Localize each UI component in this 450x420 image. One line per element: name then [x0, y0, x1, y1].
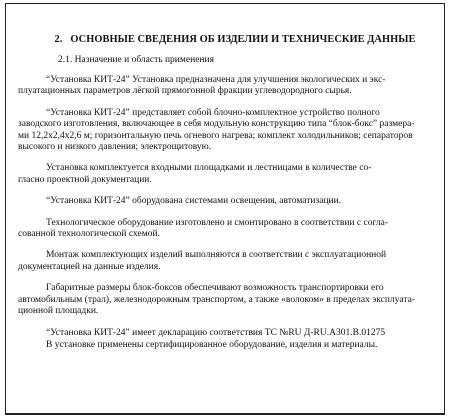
paragraph-line: ционной площадки. [18, 306, 99, 317]
paragraph-line: ми 12,2х2,4х2,6 м; горизонтальную печь огневого нагрева; комплект холодильников; сепараторов [18, 130, 413, 141]
paragraph-platforms [18, 163, 428, 186]
paragraph-line: В установке применены сертифицированное оборудование, изделия и материалы. [46, 339, 378, 350]
paragraph-line: Габаритные размеры блок-боксов обеспечивают возможность транспортировки его [46, 283, 384, 294]
paragraph-purpose [18, 75, 428, 98]
paragraph-equipment [18, 218, 428, 241]
paragraph-line: гласно проектной документации. [18, 174, 152, 185]
paragraph-line: “Установка КИТ-24” имеет декларацию соответствия ТС №RU Д-RU.А301.В.01275 [46, 327, 386, 338]
paragraph-line: заводского изготовления, включающее в себя модульную конструкцию типа “блок-бокс” размера- [18, 119, 415, 130]
paragraph-line: Монтаж комплектующих изделий выполняются в соответствии с эксплуатационной [46, 250, 387, 261]
paragraph-line: автомобильным (трал), железнодорожным транспортом, а также «волоком» в пределах эксплуата- [18, 294, 415, 305]
paragraph-line: высокого и низкого давления; электрощитовую. [18, 142, 212, 153]
section-number: 2. [54, 34, 63, 45]
paragraph-line: сованной технологической схемой. [18, 229, 160, 240]
section-title: ОСНОВНЫЕ СВЕДЕНИЯ ОБ ИЗДЕЛИИ И ТЕХНИЧЕСКИЕ ДАННЫЕ [70, 34, 416, 45]
paragraph-mounting [18, 250, 428, 273]
paragraph-composition [18, 108, 428, 154]
paragraph-line: плуатационных параметров лёгкой прямогонной фракции углеводородного сырья. [18, 86, 352, 97]
paragraph-declaration [18, 328, 428, 339]
paragraph-transport [18, 283, 428, 317]
paragraph-line: “Установка КИТ-24” Установка предназначена для улучшения экологических и экс- [46, 75, 386, 85]
paragraph-line: “Установка КИТ-24” оборудована системами освещения, автоматизации. [46, 196, 342, 207]
paragraph-line: документацией на данные изделия. [18, 261, 161, 272]
paragraph-systems [18, 196, 428, 207]
document-page [5, 3, 445, 415]
subsection-heading: 2.1. Назначение и область применения [58, 55, 214, 65]
paragraph-line: “Установка КИТ-24” представляет собой блочно-комплектное устройство полного [46, 107, 380, 118]
paragraph-line: Установка комплектуется входными площадками и лестницами в количестве со- [46, 163, 372, 174]
paragraph-line: Технологическое оборудование изготовлено и смонтировано в соответствии с согла- [46, 217, 389, 228]
section-heading [42, 34, 428, 45]
document-body [18, 34, 428, 361]
paragraph-certification [18, 340, 428, 351]
